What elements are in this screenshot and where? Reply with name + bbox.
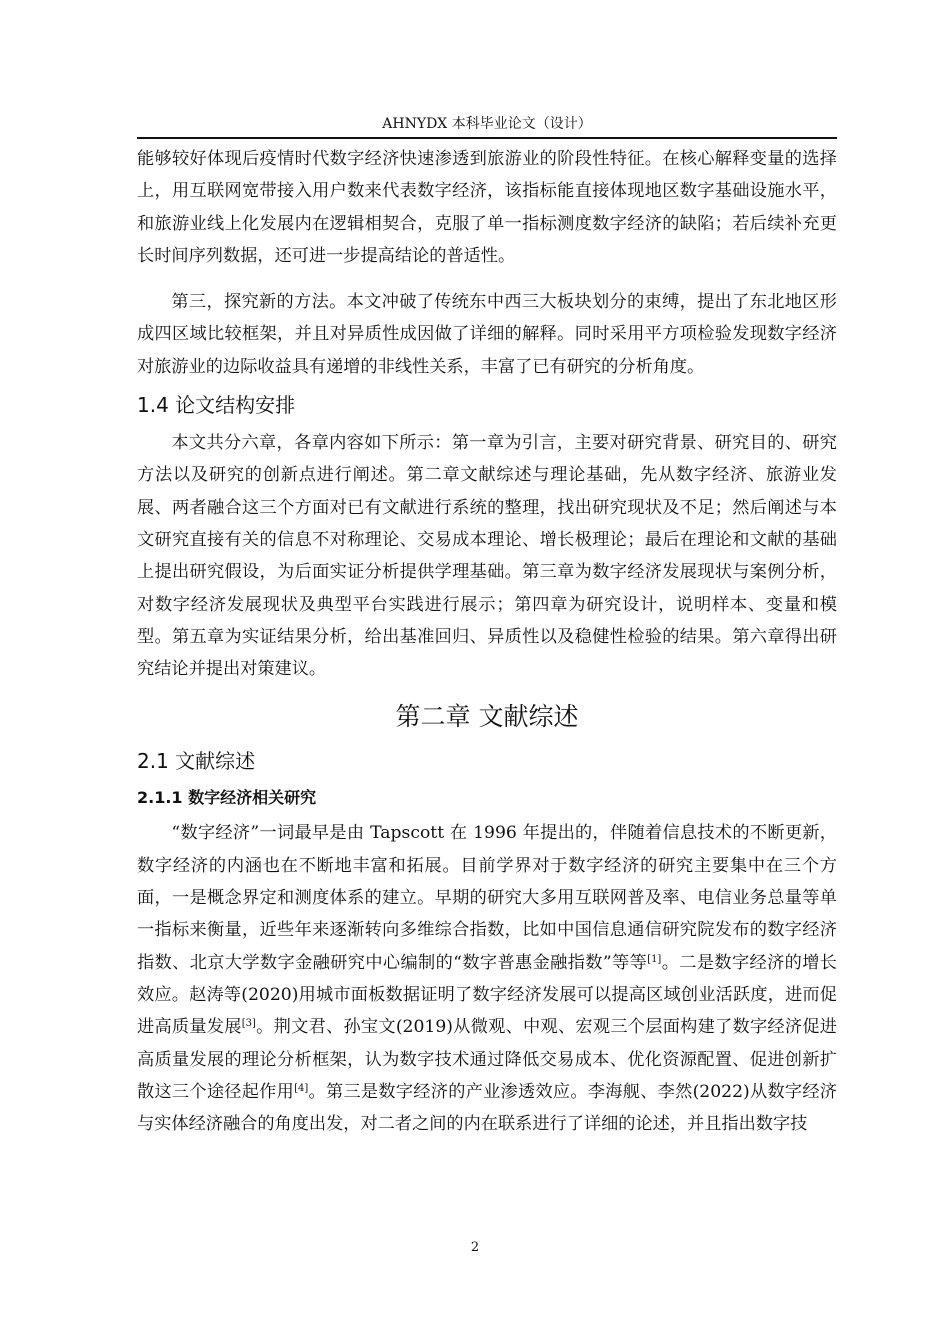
page-number: 2 [470,1240,480,1255]
text-segment: 。第三是数字经济的产业渗透效应。李海舰、李然(2022)从数字经济与实体经济融合的角度出发，对二者之间的内在联系进行了详细的论述，并且指出数字技 [137,1081,837,1135]
running-header: AHNYDX 本科毕业论文（设计） [382,116,592,132]
paragraph-gap [137,272,837,286]
paragraph-method-innovation: 第三，探究新的方法。本文冲破了传统东中西三大板块划分的束缚，提出了东北地区形成四区域比较框架，并且对异质性成因做了详细的解释。同时采用平方项检验发现数字经济对旅游业的边际收益具有递增的非线性关系，丰富了已有研究的分析角度。 [137,292,837,377]
paragraph-digital-economy-review [137,817,837,1140]
section-heading-1-4: 1.4 论文结构安排 [137,393,296,418]
paragraph-thesis-structure: 本文共分六章，各章内容如下所示：第一章为引言，主要对研究背景、研究目的、研究方法以及研究的创新点进行阐述。第二章文献综述与理论基础，先从数字经济、旅游业发展、两者融合这三个方面对已有文献进行系统的整理，找出研究现状及不足；然后阐述与本文研究直接有关的信息不对称理论、交易成本理论、增长极理论；最后在理论和文献的基础上提出研究假设，为后面实证分析提供学理基础。第三章为数字经济发展现状与案例分析，对数字经济发展现状及典型平台实践进行展示；第四章为研究设计，说明样本、变量和模型。第五章为实证结果分析，给出基准回归、异质性以及稳健性检验的结果。第六章得出研究结论并提出对策建议。 [137,433,837,680]
text-segment: “数字经济”一词最早是由 Tapscott 在 1996 年提出的，伴随着信息技术的不断更新，数字经济的内涵也在不断地丰富和拓展。目前学界对于数字经济的研究主要集中在三个方面，一是概念界定和测度体系的建立。早期的研究大多用互联网普及率、电信业务总量等单一指标来衡量，近些年来逐渐转向多维综合指数，比如中国信息通信研究院发布的数字经济指数、北京大学数字金融研究中心编制的“数字普惠金融指数”等等 [137,823,837,973]
citation-ref-4: [4] [294,1082,309,1094]
page-body [137,143,837,1140]
text-segment: 。荆文君、孙宝文(2019)从微观、中观、宏观三个层面构建了数字经济促进高质量发展的理论分析框架，认为数字技术通过降低交易成本、优化资源配置、促进创新扩散这三个途径起作用 [137,1017,837,1102]
header-rule [137,137,837,139]
chapter-heading-2: 第二章 文献综述 [395,702,579,732]
section-heading-2-1: 2.1 文献综述 [137,749,256,774]
citation-ref-1: [1] [647,953,662,965]
text-segment: 。二是数字经济的增长效应。赵涛等(2020)用城市面板数据证明了数字经济发展可以提高区域创业活跃度，进而促进高质量发展 [137,952,837,1038]
subsection-heading-2-1-1: 2.1.1 数字经济相关研究 [137,788,317,808]
citation-ref-3: [3] [241,1018,256,1030]
paragraph-continuation: 能够较好体现后疫情时代数字经济快速渗透到旅游业的阶段性特征。在核心解释变量的选择上，用互联网宽带接入用户数来代表数字经济，该指标能直接体现地区数字基础设施水平，和旅游业线上化发展内在逻辑相契合，克服了单一指标测度数字经济的缺陷；若后续补充更长时间序列数据，还可进一步提高结论的普适性。 [137,149,837,266]
